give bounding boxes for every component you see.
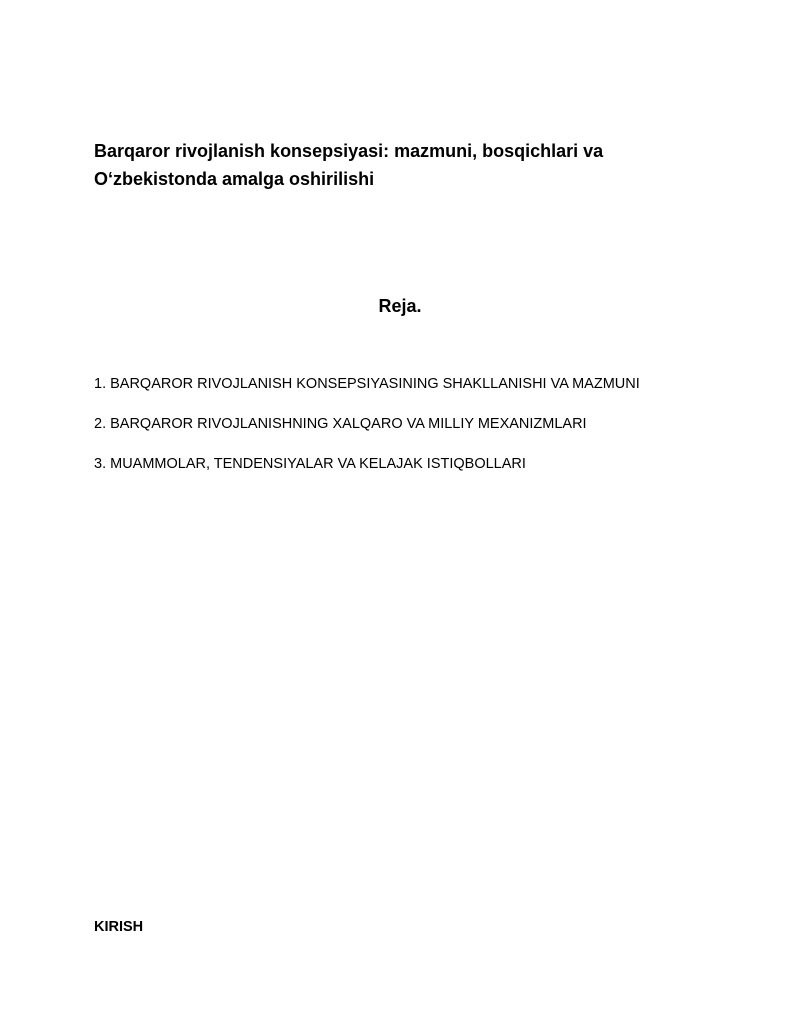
- plan-heading: Reja.: [378, 296, 422, 316]
- section-heading-introduction: KIRISH: [94, 919, 144, 935]
- plan-list: [94, 374, 734, 494]
- plan-item-3: 3. MUAMMOLAR, TENDENSIYALAR VA KELAJAK ISTIQBOLLARI: [94, 456, 526, 472]
- plan-item-1: 1. BARQAROR RIVOJLANISH KONSEPSIYASINING SHAKLLANISHI VA MAZMUNI: [94, 376, 640, 392]
- document-title-line-2: O‘zbekistonda amalga oshirilishi: [94, 169, 375, 189]
- document-title-line-1: Barqaror rivojlanish konsepsiyasi: mazmuni, bosqichlari va: [94, 141, 604, 161]
- document-title: [94, 137, 694, 193]
- plan-item-2: 2. BARQAROR RIVOJLANISHNING XALQARO VA MILLIY MEXANIZMLARI: [94, 416, 587, 432]
